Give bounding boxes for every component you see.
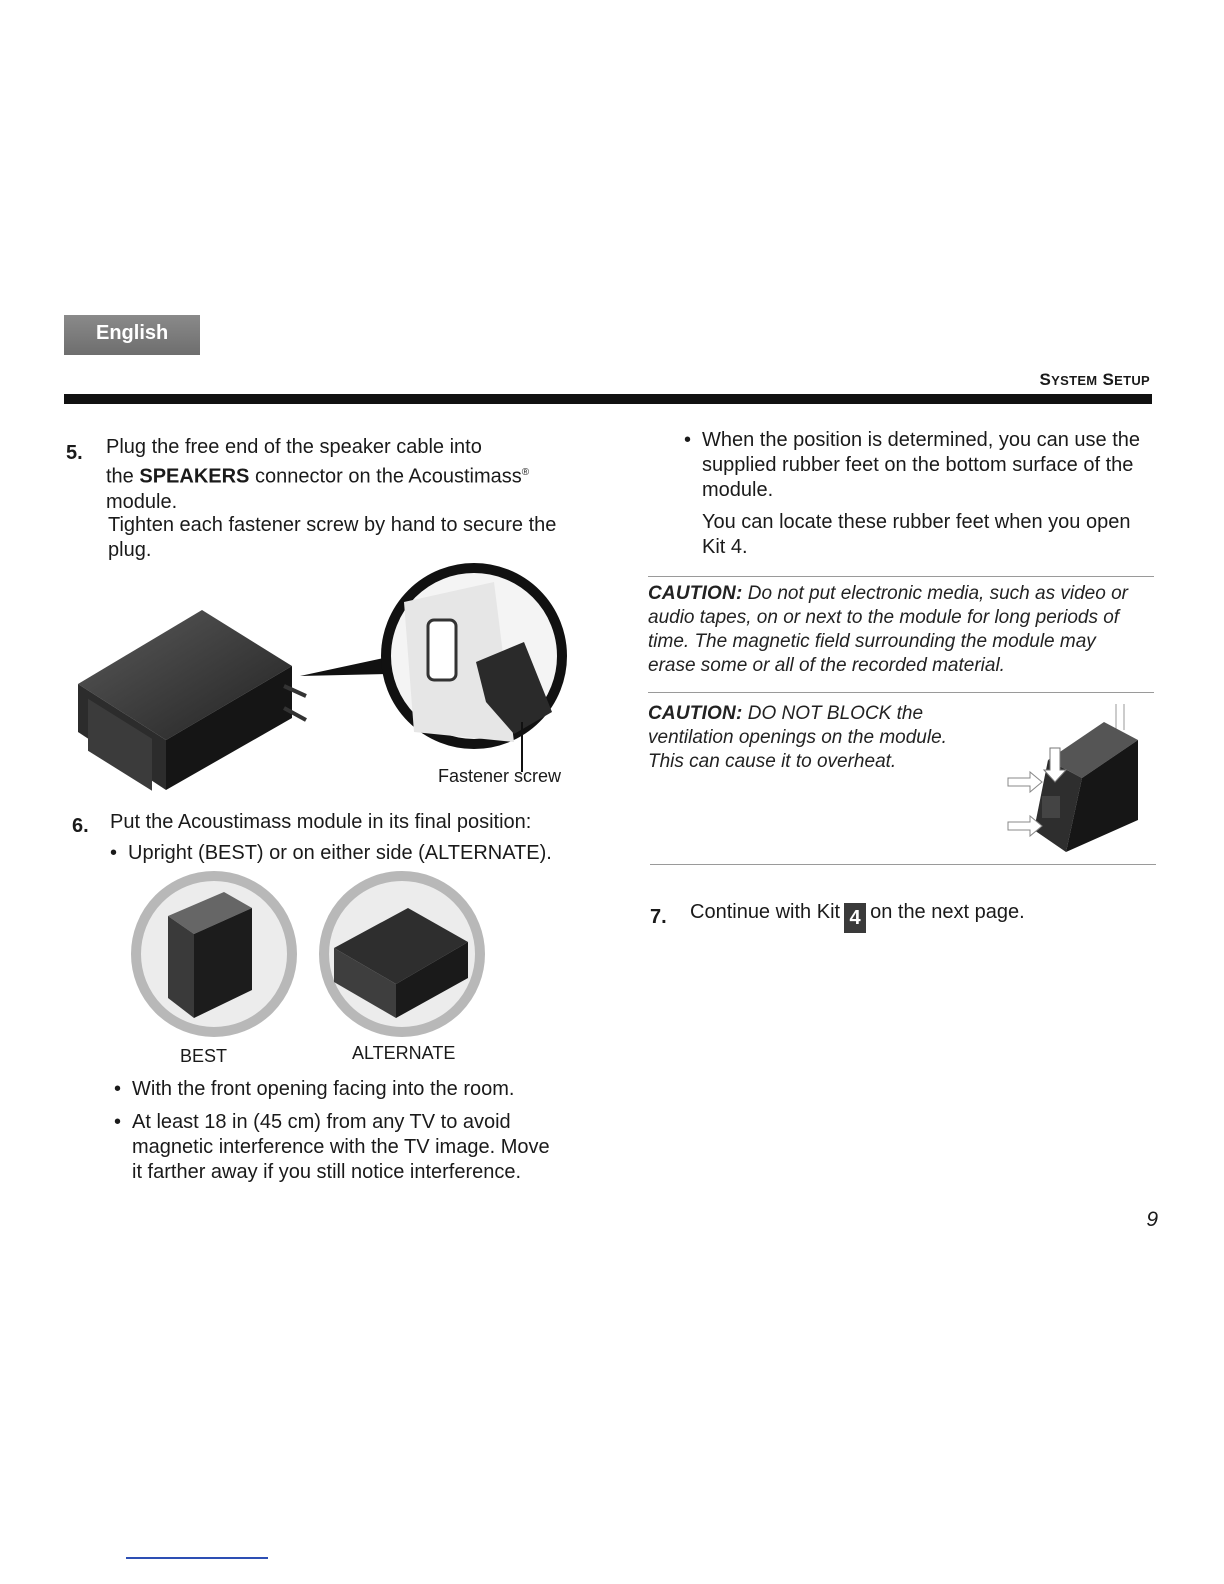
caution-1-line-1 — [648, 582, 1158, 606]
step-5-text — [106, 435, 586, 515]
step-6-bullet-3-line-1: • At least 18 in (45 cm) from any TV to avoid — [132, 1111, 511, 1133]
step-7-pre: Continue with Kit — [690, 901, 841, 923]
zoom-pointer — [300, 658, 386, 676]
fastener-screw-label: Fastener screw — [438, 766, 562, 786]
section-title-r2: ETUP — [1114, 373, 1150, 388]
ventilation-illustration — [1004, 700, 1154, 860]
step-5-line-1: Plug the free end of the speaker cable into — [106, 436, 482, 458]
step-6-line-1: Put the Acoustimass module in its final position: — [110, 811, 532, 833]
step-6-bullet-1: • Upright (BEST) or on either side (ALTERNATE). — [128, 841, 552, 866]
caution-2 — [648, 702, 988, 774]
step-5-para-2-line-2: plug. — [108, 539, 152, 561]
step-6-bullet-3 — [132, 1110, 550, 1185]
step-6-number: 6. — [72, 815, 89, 837]
alternate-label: ALTERNATE — [352, 1043, 456, 1063]
placement-illustration — [128, 868, 488, 1048]
page-number: 9 — [1146, 1208, 1158, 1231]
caution-1-label: CAUTION: — [648, 583, 743, 604]
rubber-feet-para — [702, 510, 1162, 560]
step-6-bullet-2: • With the front opening facing into the room. — [132, 1077, 514, 1102]
step-5-line-2-pre: the — [106, 465, 140, 488]
caution-2-line-1-text: DO NOT BLOCK the — [742, 703, 924, 724]
header-rule — [64, 394, 1152, 404]
caution-1-top-rule — [648, 576, 1154, 577]
vent-arrow-right-1 — [1008, 772, 1042, 792]
step-7-post: on the next page. — [870, 901, 1025, 923]
rubber-feet-line-3: module. — [702, 479, 774, 501]
vent-opening — [1042, 796, 1060, 818]
step-5-number: 5. — [66, 442, 83, 464]
step-6-bullet-3-line-3: it farther away if you still notice interference. — [132, 1161, 522, 1183]
caution-2-line-2: ventilation openings on the module. — [648, 727, 947, 748]
step-7-number: 7. — [650, 906, 667, 928]
step-5-para-2-line-1: Tighten each fastener screw by hand to secure the — [108, 514, 557, 536]
caution-1-line-2: audio tapes, on or next to the module for long periods of — [648, 607, 1120, 628]
best-label: BEST — [180, 1046, 228, 1066]
caution-1-line-4: erase some or all of the recorded material. — [648, 655, 1005, 676]
step-5-line-3: module. — [106, 490, 178, 513]
registered-mark: ® — [521, 467, 530, 478]
section-title-s2: S — [1102, 370, 1115, 389]
zoom-connector-socket — [428, 620, 456, 680]
rubber-feet-line-2: supplied rubber feet on the bottom surface of the — [702, 454, 1134, 476]
step-5-para-2 — [108, 513, 588, 563]
footer-line — [126, 1557, 268, 1559]
caution-2-label: CAUTION: — [648, 703, 743, 724]
caution-1 — [648, 582, 1158, 678]
caution-1-line-3: time. The magnetic field surrounding the module may — [648, 631, 1096, 652]
rubber-feet-para-line-2: Kit 4. — [702, 536, 748, 558]
caution-2-bottom-rule — [650, 864, 1156, 865]
rubber-feet-line-1: • When the position is determined, you can use the — [702, 429, 1141, 451]
rubber-feet-para-line-1: You can locate these rubber feet when you open — [702, 511, 1131, 533]
speakers-connector-label: SPEAKERS — [139, 465, 250, 488]
step-7-text — [690, 900, 1025, 933]
rubber-feet-bullet — [702, 428, 1162, 503]
section-title-r1: YSTEM — [1051, 373, 1098, 388]
step-6-bullet-3-line-2: magnetic interference with the TV image. Move — [132, 1136, 550, 1158]
kit-number-badge: 4 — [844, 903, 866, 933]
step-5-line-2 — [106, 460, 586, 490]
caution-1-line-1-text: Do not put electronic media, such as video or — [742, 583, 1128, 604]
section-title — [1040, 370, 1150, 390]
speaker-connector-illustration — [74, 562, 574, 794]
language-tab: English — [64, 315, 200, 355]
step-5-line-2-post: connector on the Acoustimass — [249, 465, 522, 488]
caution-2-line-1 — [648, 702, 988, 726]
caution-2-line-3: This can cause it to overheat. — [648, 751, 897, 772]
caution-2-top-rule — [648, 692, 1154, 693]
section-title-s1: S — [1039, 370, 1052, 389]
